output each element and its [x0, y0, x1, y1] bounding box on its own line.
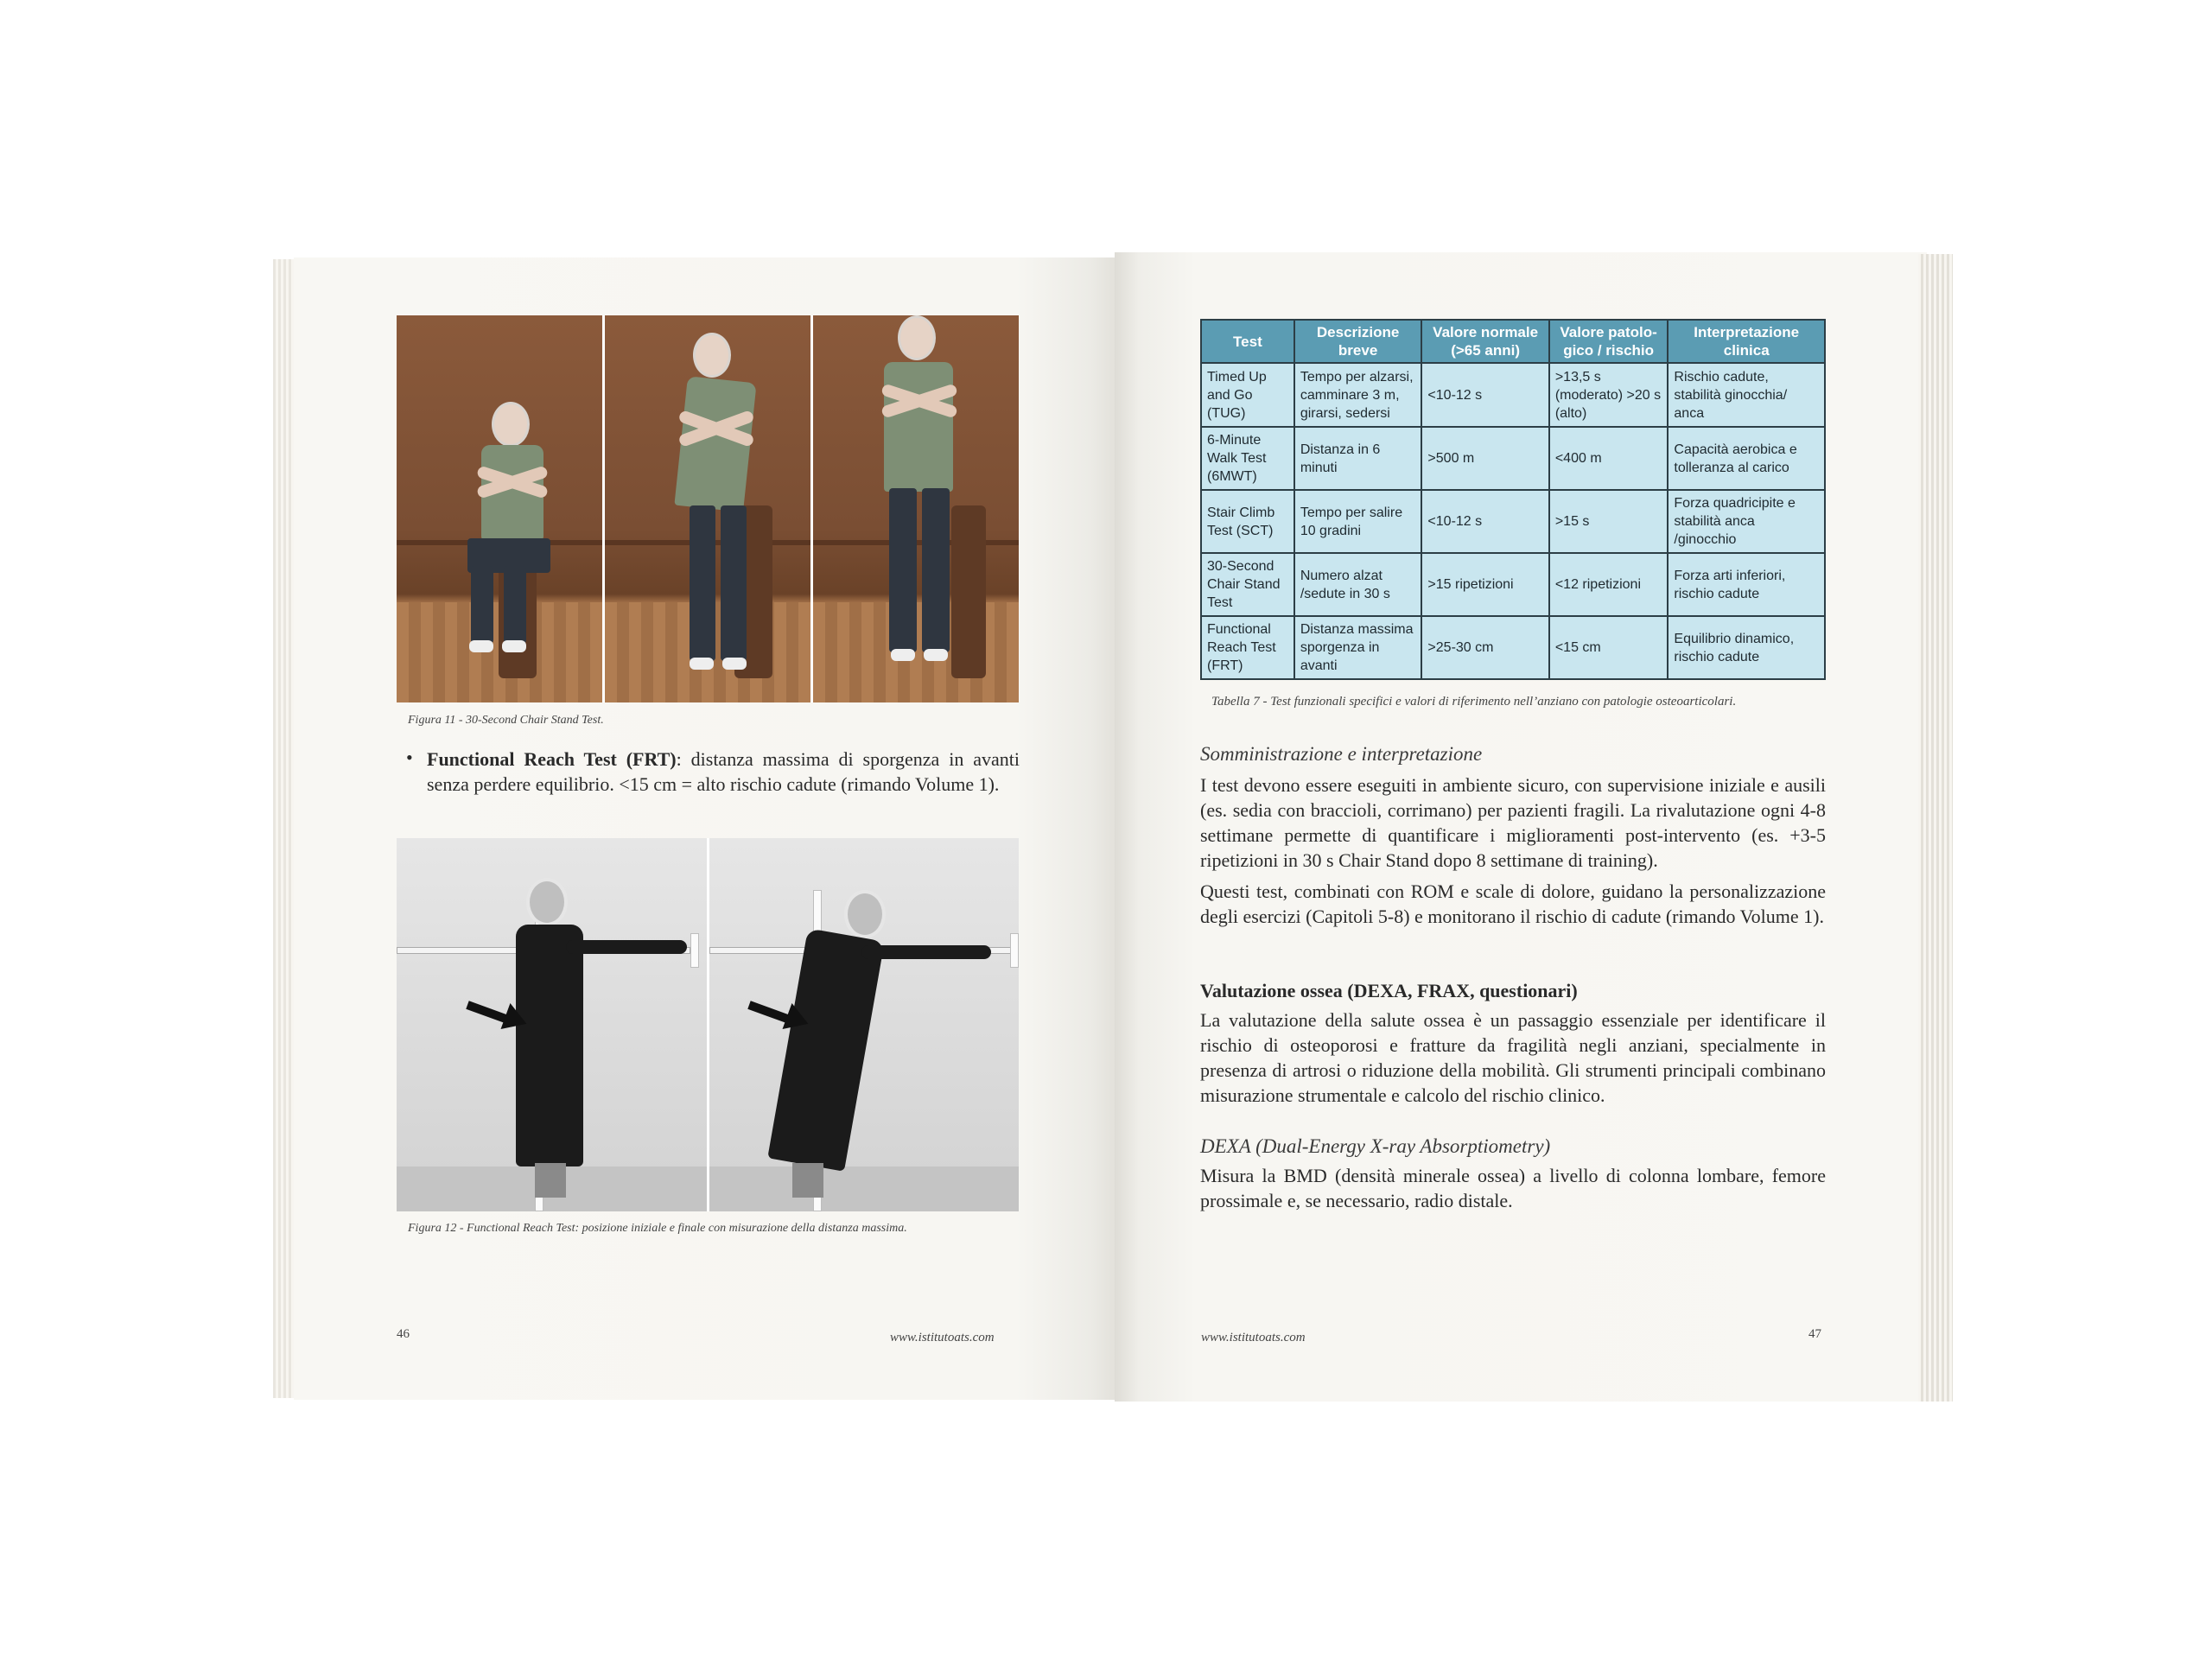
table-cell: >15 s: [1549, 490, 1669, 553]
chair-stand-photo-seated: [397, 315, 602, 702]
figure-12-caption: Figura 12 - Functional Reach Test: posizione iniziale e finale con misurazione della distanza massima.: [408, 1222, 907, 1235]
functional-tests-table: [1200, 319, 1826, 680]
table-cell: Forza arti inferiori, rischio cadute: [1668, 553, 1825, 616]
functional-reach-photo-final: [709, 838, 1020, 1211]
section-heading-somministrazione: Somministrazione e interpretazione: [1200, 743, 1483, 765]
table-row: [1201, 553, 1825, 616]
right-footer-url: www.istitutoats.com: [1201, 1331, 1306, 1344]
table-cell: <15 cm: [1549, 616, 1669, 679]
table-cell: Numero alzat /sedute in 30 s: [1294, 553, 1422, 616]
table-cell: 6-Minute Walk Test (6MWT): [1201, 427, 1294, 490]
table-cell: Stair Climb Test (SCT): [1201, 490, 1294, 553]
table-cell: <10-12 s: [1421, 363, 1548, 427]
table-header-cell: Valore patolo-gico / rischio: [1549, 320, 1669, 363]
right-page-number: 47: [1808, 1327, 1821, 1341]
chair-stand-photo-standing: [813, 315, 1019, 702]
table-header-cell: Descrizione breve: [1294, 320, 1422, 363]
frt-bullet-term: Functional Reach Test (FRT): [427, 748, 677, 770]
figure-11-photo-strip: [397, 315, 1019, 702]
figure-12-photo-strip: [397, 838, 1019, 1211]
table-cell: Distanza massima sporgenza in avanti: [1294, 616, 1422, 679]
section-dexa-paragraph: Misura la BMD (densità minerale ossea) a livello di colonna lombare, femore prossimale e, se necessario, radio distale.: [1200, 1165, 1826, 1211]
left-footer-url: www.istitutoats.com: [890, 1331, 995, 1344]
table-cell: >13,5 s (moderato) >20 s (alto): [1549, 363, 1669, 427]
table-cell: Equilibrio dinamico, rischio cadute: [1668, 616, 1825, 679]
table-row: [1201, 490, 1825, 553]
table-header-cell: Interpretazione clinica: [1668, 320, 1825, 363]
section-heading-dexa: DEXA (Dual-Energy X-ray Absorptiometry): [1200, 1135, 1551, 1157]
table-cell: Tempo per alzarsi, camminare 3 m, girarsi, sedersi: [1294, 363, 1422, 427]
table-cell: Timed Up and Go (TUG): [1201, 363, 1294, 427]
table-row: [1201, 616, 1825, 679]
table-cell: <12 ripetizioni: [1549, 553, 1669, 616]
chair-stand-photo-rising: [605, 315, 810, 702]
table-row: [1201, 363, 1825, 427]
table-cell: Tempo per salire 10 gradini: [1294, 490, 1422, 553]
functional-reach-photo-initial: [397, 838, 707, 1211]
section-heading-valutazione-ossea: Valutazione ossea (DEXA, FRAX, questionari): [1200, 980, 1578, 1001]
table-cell: Distanza in 6 minuti: [1294, 427, 1422, 490]
table-cell: Forza quadricipite e stabilità anca /ginocchio: [1668, 490, 1825, 553]
table-cell: <400 m: [1549, 427, 1669, 490]
table-cell: >500 m: [1421, 427, 1548, 490]
section-somministrazione-paragraph-2: Questi test, combinati con ROM e scale di dolore, guidano la personalizzazione degli esercizi (Capitoli 5-8) e monitorano il rischio di cadute (rimando Volume 1).: [1200, 880, 1826, 927]
table-cell: <10-12 s: [1421, 490, 1548, 553]
frt-bullet-text: [427, 747, 1020, 797]
table-row: [1201, 427, 1825, 490]
table-cell: 30-Second Chair Stand Test: [1201, 553, 1294, 616]
frt-bullet-description: : distanza massima di sporgenza in avanti senza perdere equilibrio. <15 cm = alto rischio cadute (rimando Volume 1).: [427, 748, 1020, 795]
table-cell: >15 ripetizioni: [1421, 553, 1548, 616]
table-header-cell: Valore normale (>65 anni): [1421, 320, 1548, 363]
table-cell: Capacità aerobica e tolleranza al carico: [1668, 427, 1825, 490]
table-cell: >25-30 cm: [1421, 616, 1548, 679]
left-page-number: 46: [397, 1327, 410, 1341]
table-cell: Rischio cadute, stabilità ginocchia/ anca: [1668, 363, 1825, 427]
figure-11-caption: Figura 11 - 30-Second Chair Stand Test.: [408, 714, 604, 727]
bullet-marker: •: [406, 747, 413, 768]
page-edges-right: [1918, 254, 1953, 1402]
section-somministrazione-paragraph-1: I test devono essere eseguiti in ambiente sicuro, con supervisione iniziale e ausili (es. sedia con braccioli, corrimano) per pazienti fragili. La rivalutazione ogni 4-8 settimane permette di quantificare i miglioramenti post-intervento (es. +3-5 ripetizioni in 30 s Chair Stand dopo 8 settimane di training).: [1200, 774, 1826, 871]
table-header-cell: Test: [1201, 320, 1294, 363]
section-valutazione-ossea-paragraph: La valutazione della salute ossea è un passaggio essenziale per identificare il rischio di osteoporosi e fratture da fragilità negli anziani, specialmente in presenza di artrosi o riduzione della mobilità. Gli strumenti principali combinano misurazione strumentale e calcolo del rischio clinico.: [1200, 1009, 1826, 1106]
table-cell: Functional Reach Test (FRT): [1201, 616, 1294, 679]
table-header-row: [1201, 320, 1825, 363]
table-7-caption: Tabella 7 - Test funzionali specifici e valori di riferimento nell’anziano con patologie osteoarticolari.: [1211, 695, 1737, 709]
